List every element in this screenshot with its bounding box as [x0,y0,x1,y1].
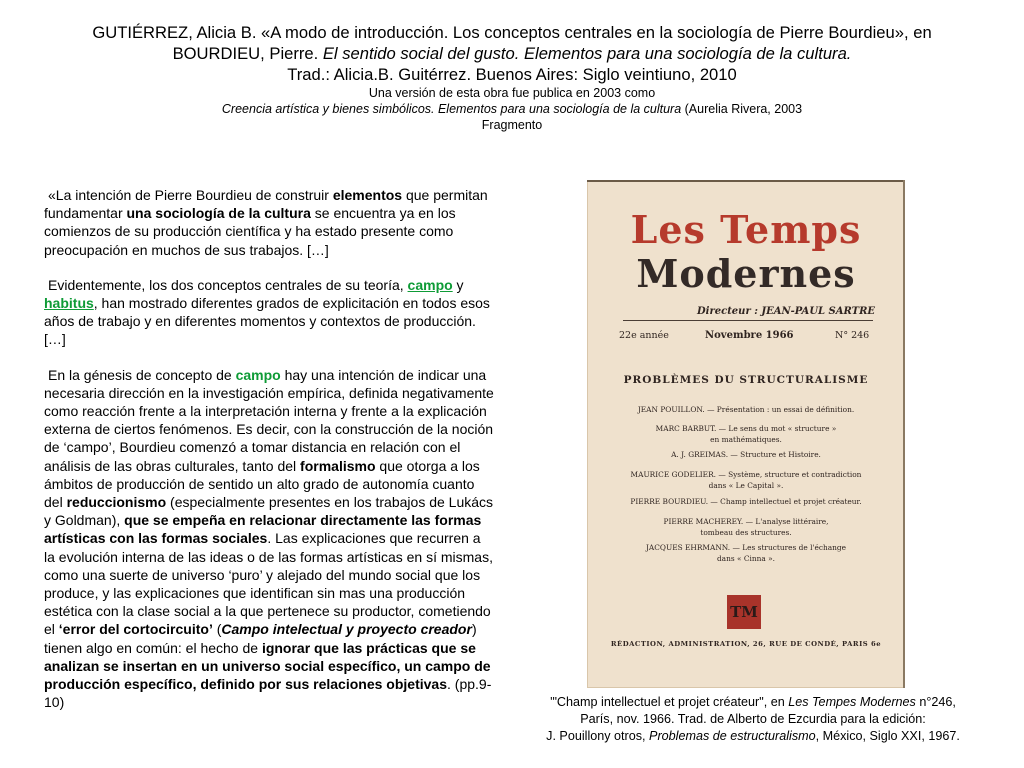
text-run: Evidentemente, los dos conceptos centrales de su teoría, [48,276,408,293]
text-run: «La intención de Pierre Bourdieu de construir [48,187,333,203]
text-run: ) tienen algo en común: el hecho de [44,621,477,656]
text-run: En la génesis de concepto de [48,366,236,383]
toc-entry-line: JEAN POUILLON. — Présentation : un essai de définition. [637,405,855,414]
cover-title-line-2: Modernes [636,251,856,296]
cited-work-title: Campo intelectual y proyecto creador [221,621,472,638]
cover-divider [623,320,873,321]
toc-entry [607,496,885,507]
header-line-4: Una versión de esta obra fue publica en 2003 como [368,86,656,100]
toc-entry-line: tombeau des structures. [700,528,792,537]
text-run: , han mostrado diferentes grados de explicitación en todos esos años de trabajo y en diferentes momentos y contextos de producción. […] [44,295,490,348]
quoted-text [44,186,494,711]
bold-phrase: ignorar que las prácticas que se analizan se insertan en un universo social específico, un campo de producción específico, definido por sus relaciones objetivas [44,639,491,693]
text-run: que otorga a los ámbitos de producción de sentido un alto grado de autonomía cuanto del [44,457,480,511]
concept-campo-link[interactable]: campo [407,276,453,293]
cover-month: Novembre 1966 [705,330,794,341]
bold-term: una sociología de la cultura [126,205,311,222]
toc-entry [607,516,885,538]
paragraph-1 [44,186,494,259]
cover-issue-number: N° 246 [835,330,870,341]
text-run: ( [212,621,222,638]
cover-title-line-1: Les Temps [630,207,862,252]
bold-term: ‘error del cortocircuito’ [58,621,213,638]
bold-term: elementos [332,187,403,203]
text-run: . Las explicaciones que recurren a la evolución interna de las ideas o de las formas artísticas en sí mismas, como una suerte de universo ‘puro’ y alejado del mundo social que los produce, y las explicaciones que identifican sin mas una producción estética con la clase social a la que pertenece su productor, cometiendo el [44,530,493,638]
text-run: se encuentra ya en los comienzos de su producción científica y ha estado presente como preocupación en muchos de sus trabajos. […] [44,205,456,258]
toc-entry-line: dans « Cinna ». [716,554,776,563]
cover-top-edge [587,180,905,182]
magazine-cover-image [587,180,905,688]
caption-line-2: París, nov. 1966. Trad. de Alberto de Ezcurdia para la edición: [580,712,926,726]
text-run: hay una intención de indicar una necesaria dirección en la investigación empírica, definida negativamente como reacción frente a la interpretación interna y frente a la explicación externa de ciertos fenómenos. Es decir, con la construcción de la noción de ‘campo’, Bourdieu comenzó a tomar distancia en relación con el análisis de las obras culturales, tanto del [44,366,494,474]
text-run: que permitan fundamentar [44,187,488,222]
cover-director: Directeur : JEAN-PAUL SARTRE [697,306,876,317]
text-run: , México, Siglo XXI, 1967. [815,729,960,743]
text-run: '"Champ intellectuel et projet créateur", en [550,695,789,709]
toc-entry [607,404,885,415]
image-caption [518,694,988,745]
toc-entry [607,542,885,564]
header-line-3: Trad.: Alicia.B. Guitérrez. Buenos Aires: Siglo veintiuno, 2010 [287,65,737,84]
cover-subject: PROBLÈMES DU STRUCTURALISME [623,374,869,386]
text-run: . (pp.9-10) [44,676,492,711]
caption-book: Problemas de estructuralismo [649,729,816,743]
toc-entry-line: dans « Le Capital ». [708,481,784,490]
caption-line-1 [518,694,988,711]
toc-entry [607,423,885,445]
tm-logo: TM [727,595,761,629]
text-run: J. Pouillony otros, [546,729,650,743]
bold-term: reduccionismo [66,494,167,511]
toc-entry-line: PIERRE MACHEREY. — L'analyse littéraire, [663,517,829,526]
toc-entry-line: en mathématiques. [710,435,782,444]
toc-entry-line: A. J. GREIMAS. — Structure et Histoire. [671,450,821,459]
caption-line-3 [518,728,988,745]
text-run: (especialmente presentes en los trabajos de Lukács y Goldman), [44,494,494,529]
toc-entry-line: MARC BARBUT. — Le sens du mot « structure » [655,424,837,433]
header-line-2 [60,43,964,64]
citation-header [60,22,964,133]
toc-entry [607,449,885,460]
header-book-title: El sentido social del gusto. Elementos para una sociología de la cultura. [322,44,852,63]
header-author: BOURDIEU, Pierre. [172,44,323,63]
header-line-1: GUTIÉRREZ, Alicia B. «A modo de introducción. Los conceptos centrales en la sociología de Pierre Bourdieu», en [92,23,932,42]
toc-entry-line: MAURICE GODELIER. — Système, structure et contradiction [630,470,862,479]
text-run: n°246, [915,695,956,709]
cover-footer: RÉDACTION, ADMINISTRATION, 26, RUE DE CONDÉ, PARIS 6e [610,640,882,648]
toc-entry [607,469,885,491]
paragraph-3 [44,366,494,712]
bold-term: formalismo [300,457,376,474]
bold-phrase: que se empeña en relacionar directamente las formas artísticas con las formas sociales [44,512,482,547]
concept-habitus-link[interactable]: habitus [44,295,94,312]
toc-entry-line: PIERRE BOURDIEU. — Champ intellectuel et projet créateur. [630,497,862,506]
cover-year: 22e année [619,330,669,341]
paragraph-2 [44,276,494,349]
text-run: y [452,276,464,293]
toc-entry-line: JACQUES EHRMANN. — Les structures de l'échange [645,543,847,552]
header-fragment-label: Fragmento [481,118,543,132]
header-earlier-publisher: (Aurelia Rivera, 2003 [681,102,803,116]
concept-campo: campo [235,366,281,383]
header-earlier-title: Creencia artística y bienes simbólicos. Elementos para una sociología de la cultura [221,102,682,116]
header-line-5 [60,101,964,117]
caption-journal: Les Tempes Modernes [788,695,916,709]
